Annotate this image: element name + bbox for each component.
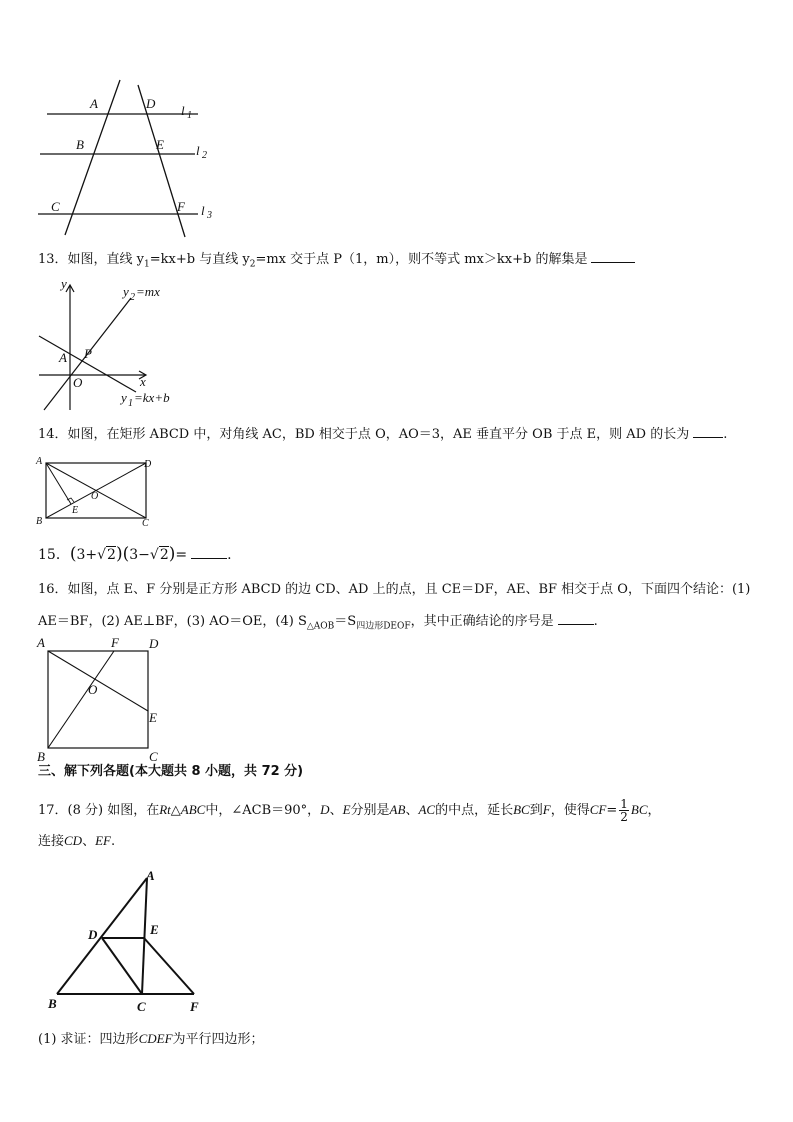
figure-q14-rectangle (34, 455, 164, 530)
q15-sqrt-b: 2 (107, 547, 116, 563)
figure-q17-svg (42, 862, 212, 1022)
q16-sub-deof: 四边形DEOF (356, 621, 411, 632)
q17-part1-text-b: 为平行四边形； (172, 1032, 264, 1047)
question-15: 15．(3+√2)(3−√2)= . (38, 544, 232, 564)
q15-end: . (227, 547, 232, 563)
label-l3: l (201, 203, 205, 218)
label-y1-rest: =kx+b (134, 390, 170, 405)
q13-text-1: 13．如图，直线 y (38, 252, 145, 267)
q17-point-e: E (342, 802, 351, 817)
label-O: O (88, 682, 98, 697)
q15-eq: = (175, 547, 188, 563)
segment-ae (46, 463, 71, 504)
question-16-line2 (38, 612, 598, 636)
label-y2-rest: =mx (136, 284, 160, 299)
q13-text-2: =kx+b 与直线 y (149, 252, 250, 267)
q14-end: . (723, 427, 728, 442)
q17-text-d: 的中点，延长 (435, 803, 514, 818)
label-E: E (156, 137, 164, 152)
label-D: D (146, 96, 156, 111)
label-A: A (146, 868, 155, 883)
figure-q13-graph (36, 278, 176, 418)
q17-ef: EF (95, 833, 111, 848)
label-A: A (36, 456, 43, 467)
figure-q14-svg (34, 455, 164, 530)
q13-sub1: 1 (144, 259, 150, 270)
label-y1: y (121, 390, 127, 405)
q17-frac-num: 1 (620, 797, 628, 811)
q17-part1-text-a: (1) 求证：四边形 (38, 1032, 139, 1047)
q16-sub-aob: △AOB (306, 621, 335, 632)
q16-text-2c: ，其中正确结论的序号是 (410, 614, 554, 629)
q17-cf: CF (589, 802, 607, 817)
q15-sqrt-d: 2 (159, 547, 169, 563)
label-l2: l (196, 143, 200, 158)
label-B: B (76, 137, 84, 152)
label-B: B (48, 996, 57, 1011)
label-y2: y (123, 284, 129, 299)
q17-text-f: ，使得 (550, 803, 590, 818)
label-D: D (149, 636, 159, 651)
q17-frac-den: 2 (620, 810, 628, 824)
label-l1-sub: 1 (187, 110, 192, 121)
label-l2-sub: 2 (202, 150, 207, 161)
q16-text-2b: ＝S (334, 614, 357, 629)
q17-text-e: 到 (529, 803, 543, 818)
figure-parallel-lines-svg (30, 80, 220, 240)
label-D: D (144, 459, 152, 470)
figure-q17-triangle (42, 862, 212, 1022)
q13-answer-blank[interactable] (591, 250, 635, 263)
label-y1-sub: 1 (128, 398, 133, 409)
label-B: B (36, 516, 43, 527)
q15-plus: + (85, 547, 98, 563)
q17-cd: CD (64, 833, 83, 848)
segment-ef (144, 938, 194, 994)
question-17-line2 (38, 832, 115, 851)
q15-prefix: 15． (38, 547, 70, 563)
label-C: C (51, 199, 60, 214)
q17-sep-1: 、 (329, 803, 343, 818)
segment-ae (48, 651, 148, 711)
q17-ab: AB (389, 802, 406, 817)
square-abcd (48, 651, 148, 748)
label-O: O (91, 491, 99, 502)
question-17-line1 (38, 795, 661, 826)
q14-text: 14．如图，在矩形 ABCD 中，对角线 AC，BD 相交于点 O，AO＝3，AE 垂直平分 OB 于点 E，则 AD 的长为 (38, 427, 690, 442)
q15-answer-blank[interactable] (191, 546, 227, 559)
label-E: E (150, 922, 159, 937)
label-y2-sub: 2 (130, 292, 135, 303)
q16-answer-blank[interactable] (558, 612, 594, 625)
q15-a: 3 (76, 547, 86, 563)
q17-cdef: CDEF (138, 1031, 173, 1046)
q17-period: . (110, 834, 116, 849)
segment-ab (57, 878, 147, 994)
label-C: C (137, 999, 146, 1014)
question-14 (38, 425, 727, 444)
q15-minus: − (138, 547, 150, 563)
segment-cd (102, 938, 142, 994)
label-C: C (142, 518, 149, 529)
figure-q16-svg (34, 636, 169, 766)
label-C: C (149, 749, 158, 764)
q17-sep-2: 、 (405, 803, 419, 818)
label-A: A (37, 635, 45, 650)
label-F: F (177, 199, 185, 214)
q17-bc: BC (513, 802, 530, 817)
q17-ac: AC (418, 802, 436, 817)
q17-text-a: 17．(8 分) 如图，在 (38, 803, 160, 818)
q17-text-c: 分别是 (350, 803, 390, 818)
label-O: O (73, 375, 83, 390)
q16-text-1: 16．如图，点 E、F 分别是正方形 ABCD 的边 CD、AD 上的点，且 CE＝DF，AE、BF 相交于点 O，下面四个结论：(1) (38, 582, 751, 597)
q17-bc-2: BC (630, 802, 648, 817)
q17-comma: ， (647, 803, 661, 818)
question-16-line1 (38, 581, 750, 599)
q17-text-b: 中，∠ACB＝90°， (205, 803, 321, 818)
section-3-heading: 三、解下列各题(本大题共 8 小题，共 72 分) (38, 764, 304, 779)
q17-sep-3: 、 (82, 834, 96, 849)
q16-end: . (593, 614, 598, 629)
q17-point-d: D (320, 802, 330, 817)
label-P: P (84, 346, 92, 361)
question-13 (38, 250, 635, 274)
label-E: E (149, 710, 157, 725)
label-l1: l (181, 103, 185, 118)
label-D: D (88, 927, 98, 942)
label-B: B (37, 749, 45, 764)
figure-q13-svg (36, 278, 176, 418)
q17-fraction (619, 798, 629, 823)
q14-answer-blank[interactable] (693, 425, 723, 438)
q13-text-3: =mx 交于点 P（1，m），则不等式 mx＞kx+b 的解集是 (255, 252, 588, 267)
label-F: F (111, 635, 119, 650)
label-A: A (90, 96, 98, 111)
segment-bf (48, 651, 114, 748)
q17-rt-triangle: Rt△ABC (159, 802, 206, 817)
label-A: A (59, 350, 67, 365)
q15-c: 3 (129, 547, 139, 563)
segment-ac (142, 878, 147, 994)
figure-parallel-lines (30, 80, 220, 240)
label-E: E (72, 505, 79, 516)
q13-sub2: 2 (249, 259, 256, 270)
label-F: F (190, 999, 199, 1014)
q17-eq: = (606, 803, 618, 818)
line-y1-kxb (39, 336, 136, 392)
label-y: y (61, 276, 67, 291)
q17-point-f: F (542, 802, 551, 817)
q16-text-2a: AE＝BF，(2) AE⊥BF，(3) AO＝OE，(4) S (38, 614, 307, 629)
label-x: x (140, 374, 146, 389)
label-l3-sub: 3 (207, 210, 212, 221)
question-17-part1 (38, 1030, 264, 1049)
figure-q16-square (34, 636, 169, 766)
q17-text-connect: 连接 (38, 834, 65, 849)
